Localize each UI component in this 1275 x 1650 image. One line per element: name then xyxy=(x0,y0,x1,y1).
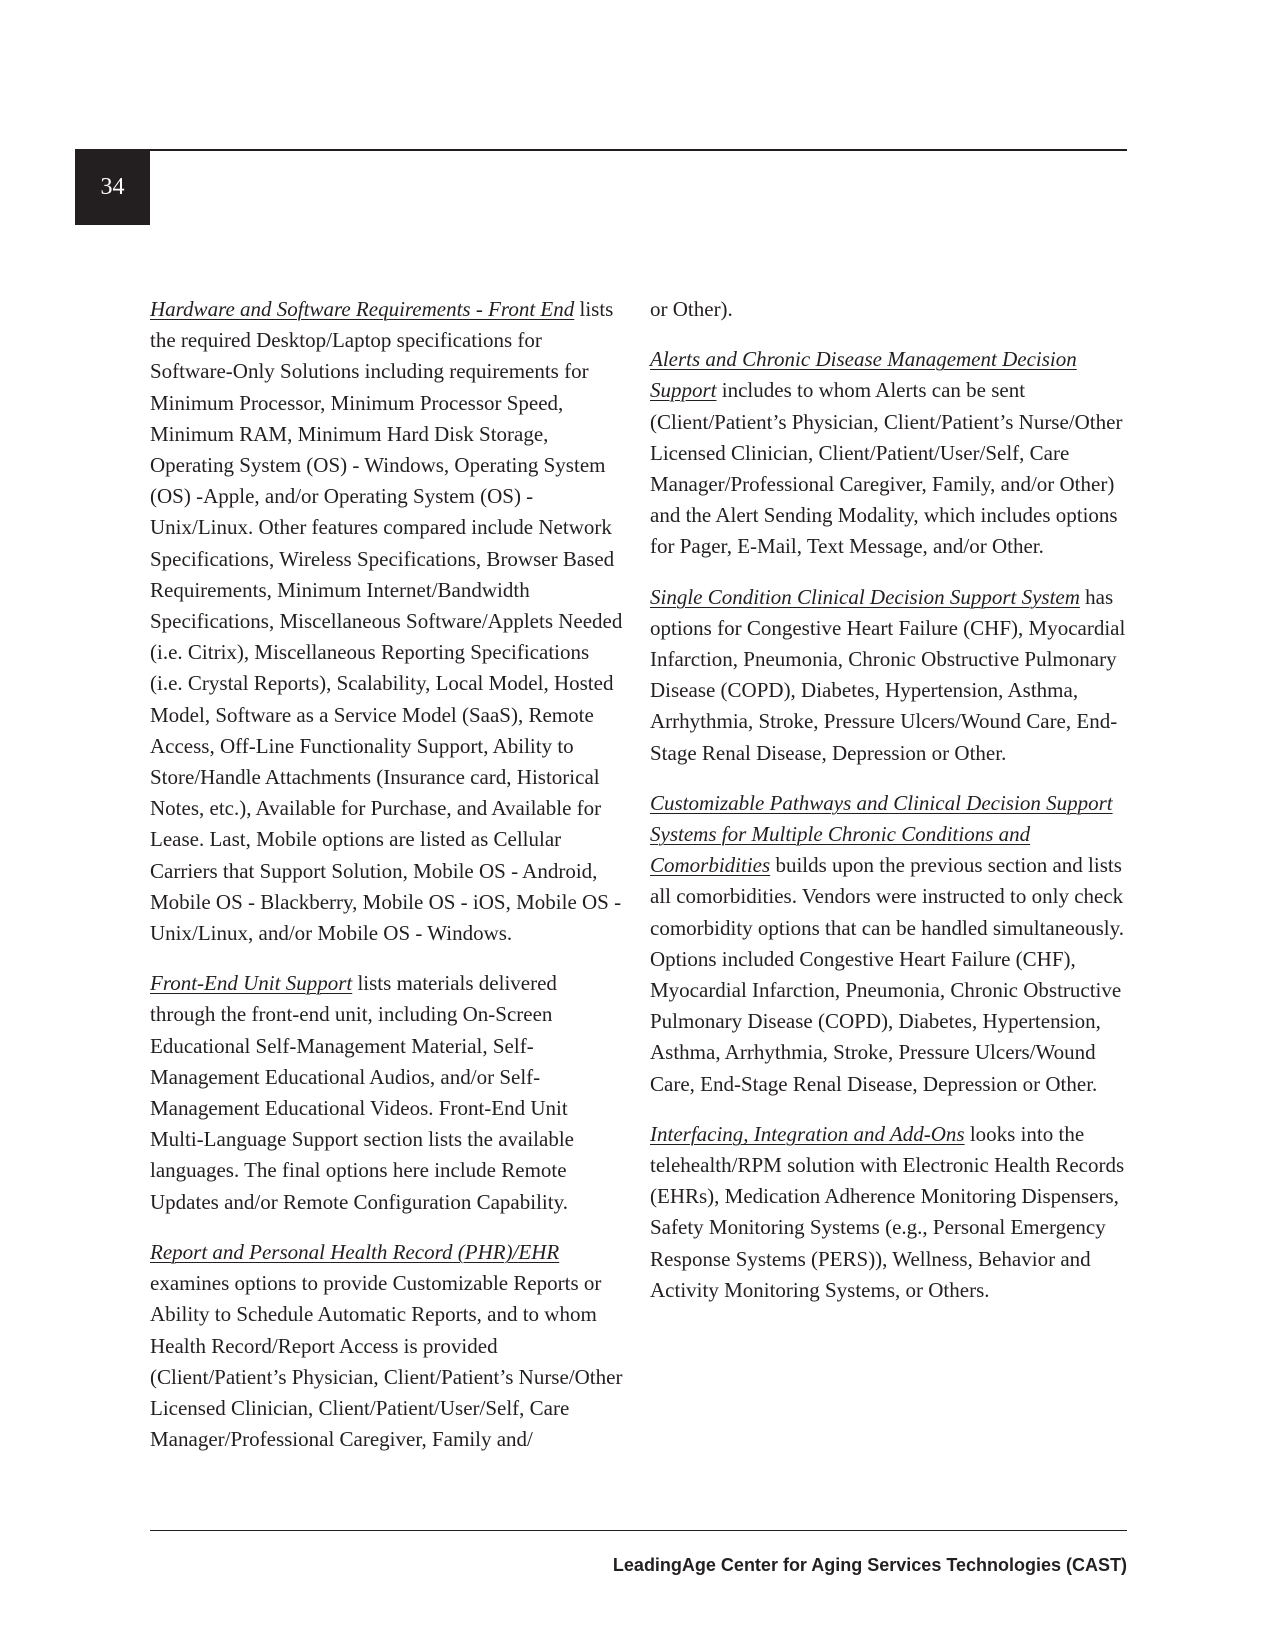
body-hardware-software: lists the required Desktop/Laptop specifications for Software-Only Solutions including requirements for Minimum Processor, Minimum Processor Speed, Minimum RAM, Minimum Hard Disk Storage, Operating System (OS) - Windows, Operating System (OS) -Apple, and/or Operating System (OS) - Unix/Linux. Other features compared include Network Specifications, Wireless Specifications, Browser Based Requirements, Minimum Internet/Bandwidth Specifications, Miscellaneous Software/Applets Needed (i.e. Citrix), Miscellaneous Reporting Specifications (i.e. Crystal Reports), Scalability, Local Model, Hosted Model, Software as a Service Model (SaaS), Remote Access, Off-Line Functionality Support, Ability to Store/Handle Attachments (Insurance card, Historical Notes, etc.), Available for Purchase, and Available for Lease. Last, Mobile options are listed as Cellular Carriers that Support Solution, Mobile OS - Android, Mobile OS - Blackberry, Mobile OS - iOS, Mobile OS - Unix/Linux, and/or Mobile OS - Windows. xyxy=(150,297,623,946)
heading-interfacing: Interfacing, Integration and Add-Ons xyxy=(650,1121,965,1146)
body-report-phr: examines options to provide Customizable Reports or Ability to Schedule Automatic Reports, and to whom Health Record/Report Access is provided (Client/Patient’s Physician, Client/Patient’s Nurse/Other Licensed Clinician, Client/Patient/User/Self, Care Manager/Professional Caregiver, Family and/ xyxy=(150,1271,623,1452)
heading-front-end-unit: Front-End Unit Support xyxy=(150,971,353,996)
left-column xyxy=(150,294,625,1474)
heading-single-condition: Single Condition Clinical Decision Support System xyxy=(650,584,1080,609)
heading-report-phr: Report and Personal Health Record (PHR)/EHR xyxy=(150,1239,560,1264)
heading-alerts: Alerts and Chronic Disease Management Decision Support xyxy=(650,347,1077,403)
footer-rule xyxy=(150,1530,1127,1531)
paragraph-interfacing xyxy=(650,1119,1128,1306)
paragraph-continuation xyxy=(650,294,1128,325)
header-rule xyxy=(75,149,1127,151)
right-column xyxy=(650,294,1128,1325)
paragraph-customizable-pathways xyxy=(650,788,1128,1100)
paragraph-hardware-software xyxy=(150,294,625,949)
heading-customizable-pathways: Customizable Pathways and Clinical Decision Support Systems for Multiple Chronic Conditions and Comorbidities xyxy=(650,790,1113,878)
heading-hardware-software: Hardware and Software Requirements - Front End xyxy=(150,297,575,321)
body-front-end-unit: lists materials delivered through the front-end unit, including On-Screen Educational Self-Management Material, Self-Management Educational Audios, and/or Self-Management Educational Videos. Front-End Unit Multi-Language Support section lists the available languages. The final options here include Remote Updates and/or Remote Configuration Capability. xyxy=(150,971,574,1214)
body-alerts: includes to whom Alerts can be sent (Client/Patient’s Physician, Client/Patient’s Nurse/Other Licensed Clinician, Client/Patient/User/Self, Care Manager/Professional Caregiver, Family, and/or Other) and the Alert Sending Modality, which includes options for Pager, E-Mail, Text Message, and/or Other. xyxy=(650,378,1123,559)
paragraph-alerts xyxy=(650,344,1128,562)
paragraph-report-phr xyxy=(150,1237,625,1455)
body-single-condition: has options for Congestive Heart Failure (CHF), Myocardial Infarction, Pneumonia, Chronic Obstructive Pulmonary Disease (COPD), Diabetes, Hypertension, Asthma, Arrhythmia, Stroke, Pressure Ulcers/Wound Care, End-Stage Renal Disease, Depression or Other. xyxy=(650,584,1126,765)
body-continuation: or Other). xyxy=(650,297,733,321)
body-interfacing: looks into the telehealth/RPM solution with Electronic Health Records (EHRs), Medication Adherence Monitoring Dispensers, Safety Monitoring Systems (e.g., Personal Emergency Response Systems (PERS)), Wellness, Behavior and Activity Monitoring Systems, or Others. xyxy=(650,1121,1125,1302)
paragraph-front-end-unit xyxy=(150,968,625,1218)
page-number: 34 xyxy=(75,150,150,225)
body-customizable-pathways: builds upon the previous section and lists all comorbidities. Vendors were instructed to only check comorbidity options that can be handled simultaneously. Options included Congestive Heart Failure (CHF), Myocardial Infarction, Pneumonia, Chronic Obstructive Pulmonary Disease (COPD), Diabetes, Hypertension, Asthma, Arrhythmia, Stroke, Pressure Ulcers/Wound Care, End-Stage Renal Disease, Depression or Other. xyxy=(650,853,1124,1096)
footer-text: LeadingAge Center for Aging Services Technologies (CAST) xyxy=(612,1555,1127,1575)
paragraph-single-condition xyxy=(650,582,1128,769)
